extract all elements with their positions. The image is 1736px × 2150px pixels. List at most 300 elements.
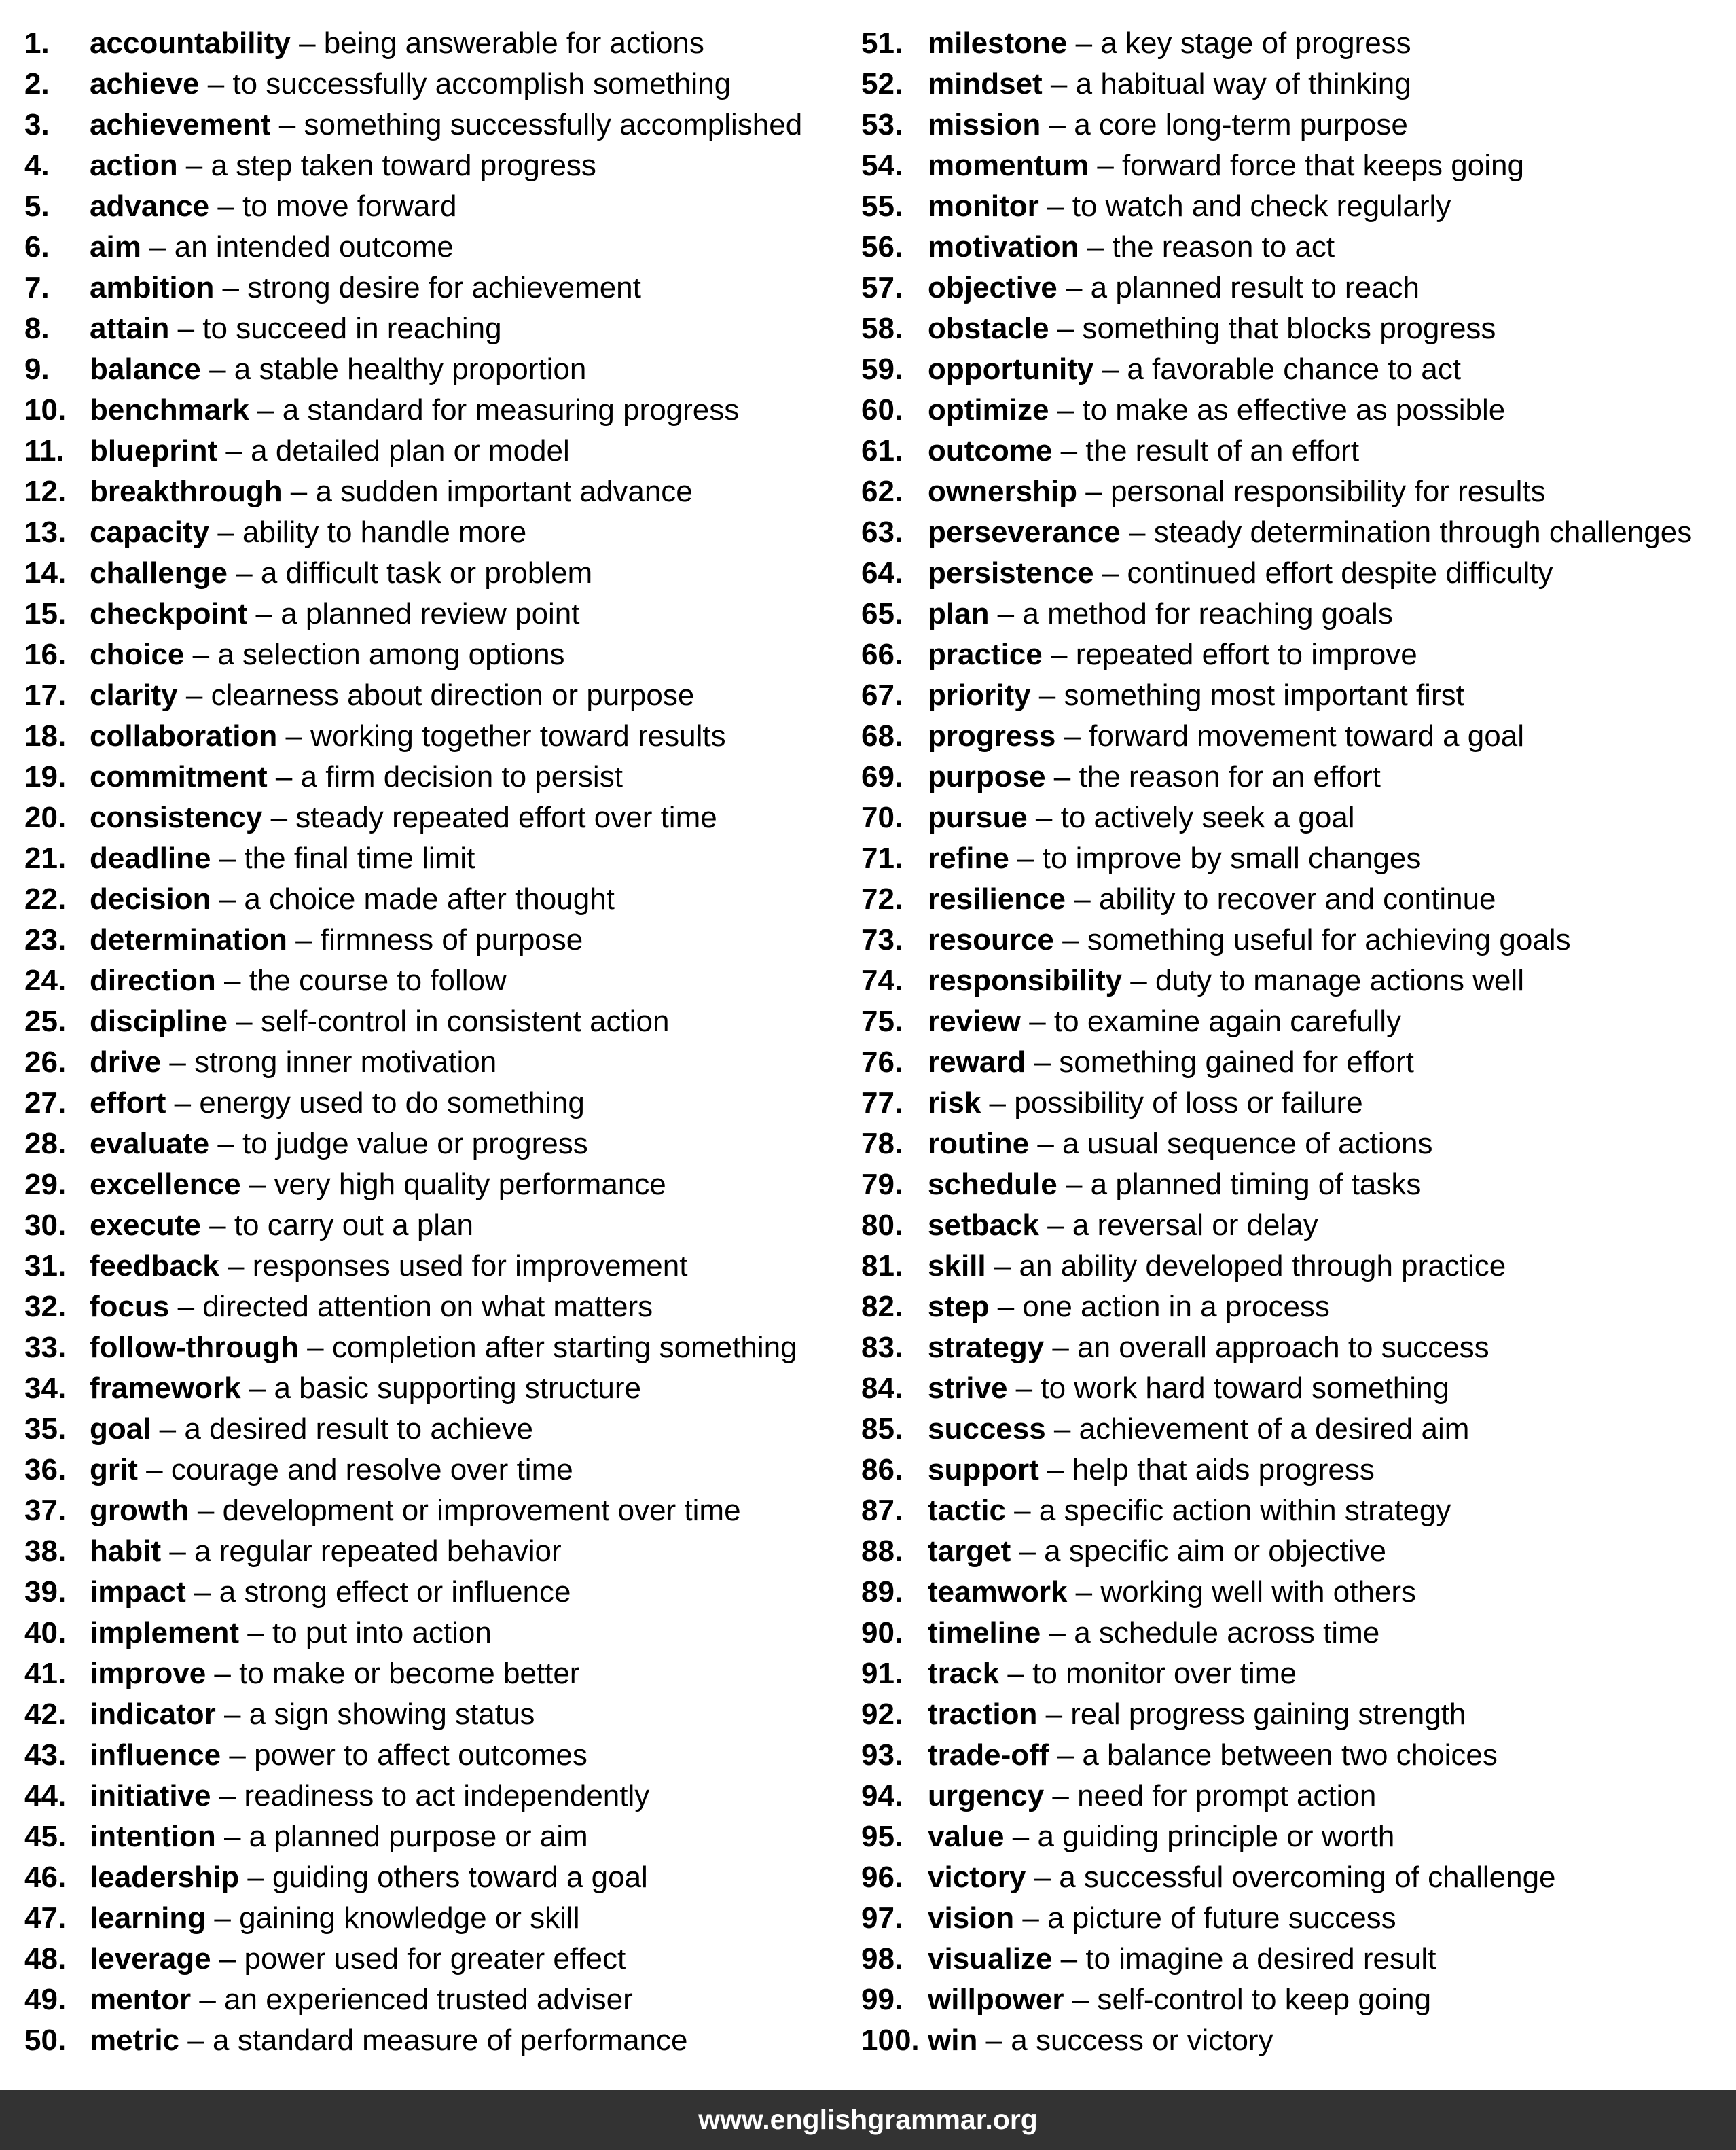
entry-number: 13. [24,516,67,549]
entry-term: checkpoint [90,597,248,630]
vocabulary-entry [24,471,839,512]
entry-term: initiative [90,1779,211,1812]
entry-separator: – [1041,1616,1074,1649]
vocabulary-entry [861,1857,1731,1898]
entry-separator: – [277,719,311,753]
entry-definition: a step taken toward progress [211,149,596,182]
entry-separator: – [1064,1983,1098,2016]
vocabulary-entry [24,64,839,105]
entry-separator: – [249,393,283,427]
entry-number: 85. [861,1412,903,1446]
entry-term: determination [90,923,287,956]
entry-definition: something successfully accomplished [304,108,803,141]
entry-definition: a planned result to reach [1090,271,1419,304]
entry-separator: – [1049,393,1083,427]
entry-definition: to examine again carefully [1053,1005,1402,1038]
vocabulary-entry [24,1164,839,1205]
entry-term: urgency [928,1779,1045,1812]
entry-separator: – [185,1575,219,1609]
entry-term: evaluate [90,1127,210,1160]
entry-number: 89. [861,1575,903,1609]
entry-term: leadership [90,1861,240,1894]
entry-number: 81. [861,1249,903,1283]
vocabulary-entry [24,186,839,227]
entry-definition: to make as effective as possible [1082,393,1506,427]
entry-term: purpose [928,760,1046,793]
entry-separator: – [1049,1738,1083,1772]
vocabulary-entry [861,1287,1731,1327]
vocabulary-entry [861,23,1731,64]
entry-definition: very high quality performance [274,1168,666,1201]
entry-definition: a sudden important advance [315,475,693,508]
vocabulary-entry [861,1490,1731,1531]
entry-separator: – [1044,1779,1078,1812]
entry-term: effort [90,1086,166,1119]
entry-separator: – [1052,434,1086,467]
entry-definition: a favorable chance to act [1127,353,1461,386]
entry-number: 11. [24,434,65,467]
entry-number: 6. [24,230,50,264]
entry-definition: directed attention on what matters [202,1290,653,1323]
entry-number: 36. [24,1453,67,1486]
vocabulary-column-left [24,23,839,2061]
entry-definition: power used for greater effect [244,1942,626,1975]
vocabulary-entry [861,1164,1731,1205]
entry-number: 17. [24,679,67,712]
entry-term: step [928,1290,990,1323]
entry-number: 70. [861,801,903,834]
vocabulary-entry [861,1531,1731,1572]
entry-definition: courage and resolve over time [170,1453,573,1486]
entry-separator: – [1009,842,1043,875]
entry-term: commitment [90,760,268,793]
entry-term: advance [90,190,210,223]
entry-separator: – [989,1290,1023,1323]
entry-definition: repeated effort to improve [1075,638,1417,671]
entry-number: 66. [861,638,903,671]
entry-term: breakthrough [90,475,283,508]
entry-separator: – [161,1045,195,1079]
vocabulary-entry [861,716,1731,757]
entry-term: outcome [928,434,1053,467]
entry-number: 97. [861,1901,903,1935]
entry-definition: a specific action within strategy [1038,1494,1451,1527]
entry-term: metric [90,2024,180,2057]
vocabulary-entry [24,1898,839,1939]
entry-number: 67. [861,679,903,712]
entry-number: 24. [24,964,67,997]
entry-definition: real progress gaining strength [1070,1698,1466,1731]
entry-separator: – [239,1861,273,1894]
entry-definition: a sign showing status [249,1698,535,1731]
entry-definition: a schedule across time [1074,1616,1380,1649]
vocabulary-entry [861,1939,1731,1979]
entry-term: achievement [90,108,271,141]
entry-definition: an ability developed through practice [1019,1249,1506,1283]
entry-separator: – [1057,271,1091,304]
entry-definition: steady determination through challenges [1153,516,1693,549]
entry-separator: – [227,556,261,590]
entry-definition: strong inner motivation [194,1045,497,1079]
entry-separator: – [1041,108,1074,141]
vocabulary-entry [861,675,1731,716]
entry-number: 84. [861,1372,903,1405]
entry-separator: – [1042,67,1076,101]
entry-definition: a usual sequence of actions [1062,1127,1433,1160]
entry-term: traction [928,1698,1038,1731]
entry-number: 55. [861,190,903,223]
entry-definition: to work hard toward something [1041,1372,1449,1405]
vocabulary-entry [24,349,839,390]
vocabulary-entry [861,1246,1731,1287]
vocabulary-entry [24,1124,839,1164]
vocabulary-entry [24,105,839,145]
entry-number: 95. [861,1820,903,1853]
vocabulary-entry [861,471,1731,512]
vocabulary-entry [861,879,1731,920]
entry-number: 34. [24,1372,67,1405]
entry-separator: – [1038,190,1072,223]
vocabulary-entry [24,879,839,920]
entry-term: mentor [90,1983,192,2016]
vocabulary-entry [861,1653,1731,1694]
vocabulary-entry [24,512,839,553]
entry-number: 91. [861,1657,903,1690]
entry-number: 78. [861,1127,903,1160]
entry-separator: – [189,1494,223,1527]
entry-number: 59. [861,353,903,386]
entry-term: challenge [90,556,228,590]
entry-definition: firmness of purpose [320,923,583,956]
entry-number: 42. [24,1698,67,1731]
vocabulary-entry [861,594,1731,634]
entry-term: balance [90,353,201,386]
entry-number: 82. [861,1290,903,1323]
entry-definition: personal responsibility for results [1110,475,1546,508]
entry-number: 71. [861,842,903,875]
entry-definition: a standard for measuring progress [282,393,740,427]
entry-definition: forward movement toward a goal [1089,719,1524,753]
vocabulary-entry [24,1083,839,1124]
vocabulary-entry [861,268,1731,308]
entry-term: obstacle [928,312,1049,345]
entry-term: strive [928,1372,1008,1405]
entry-number: 88. [861,1535,903,1568]
entry-number: 100. [861,2024,920,2057]
entry-separator: – [989,597,1023,630]
entry-definition: a planned timing of tasks [1090,1168,1422,1201]
entry-number: 9. [24,353,50,386]
entry-separator: – [177,149,211,182]
footer-website-link[interactable]: www.englishgrammar.org [698,2104,1038,2135]
entry-number: 74. [861,964,903,997]
entry-definition: need for prompt action [1077,1779,1377,1812]
entry-separator: – [137,1453,171,1486]
entry-term: trade-off [928,1738,1049,1772]
entry-number: 54. [861,149,903,182]
entry-separator: – [227,1005,261,1038]
entry-definition: to put into action [272,1616,492,1649]
entry-separator: – [161,1535,195,1568]
entry-separator: – [211,1779,245,1812]
entry-separator: – [211,1942,245,1975]
vocabulary-entry [24,1450,839,1490]
entry-number: 83. [861,1331,903,1364]
entry-term: direction [90,964,216,997]
entry-separator: – [1079,230,1113,264]
entry-separator: – [247,597,281,630]
entry-definition: to move forward [242,190,457,223]
entry-number: 79. [861,1168,903,1201]
vocabulary-entry [861,186,1731,227]
entry-definition: a difficult task or problem [260,556,593,590]
entry-number: 75. [861,1005,903,1038]
entry-term: tactic [928,1494,1006,1527]
entry-number: 98. [861,1942,903,1975]
vocabulary-entry [24,1735,839,1776]
entry-term: framework [90,1372,241,1405]
entry-term: pursue [928,801,1028,834]
entry-term: win [928,2024,978,2057]
entry-separator: – [1089,149,1123,182]
vocabulary-entry [861,145,1731,186]
entry-term: plan [928,597,990,630]
entry-term: value [928,1820,1005,1853]
vocabulary-entry [861,838,1731,879]
vocabulary-entry [24,1368,839,1409]
vocabulary-entry [861,105,1731,145]
entry-separator: – [1049,312,1083,345]
entry-separator: – [215,964,249,997]
entry-number: 37. [24,1494,67,1527]
vocabulary-entry [24,1287,839,1327]
entry-number: 56. [861,230,903,264]
entry-term: priority [928,679,1031,712]
entry-term: motivation [928,230,1079,264]
entry-separator: – [1042,638,1076,671]
vocabulary-entry [24,1205,839,1246]
entry-separator: – [1038,1208,1072,1242]
entry-number: 28. [24,1127,67,1160]
entry-separator: – [240,1168,274,1201]
entry-term: improve [90,1657,206,1690]
vocabulary-entry [24,1531,839,1572]
entry-number: 48. [24,1942,67,1975]
entry-separator: – [206,1657,240,1690]
entry-definition: readiness to act independently [244,1779,650,1812]
entry-separator: – [977,2024,1011,2057]
entry-separator: – [1055,719,1089,753]
entry-definition: the final time limit [244,842,475,875]
entry-number: 61. [861,434,903,467]
entry-separator: – [1044,1331,1078,1364]
entry-number: 64. [861,556,903,590]
entry-separator: – [240,1372,274,1405]
entry-term: execute [90,1208,201,1242]
entry-term: focus [90,1290,170,1323]
entry-term: excellence [90,1168,241,1201]
entry-definition: to actively seek a goal [1060,801,1355,834]
entry-number: 69. [861,760,903,793]
entry-definition: development or improvement over time [222,1494,741,1527]
entry-term: resilience [928,882,1066,916]
entry-separator: – [1038,1453,1072,1486]
entry-separator: – [1093,556,1127,590]
entry-separator: – [298,1331,332,1364]
entry-term: refine [928,842,1009,875]
entry-term: vision [928,1901,1015,1935]
entry-separator: – [270,108,304,141]
entry-definition: a key stage of progress [1100,26,1411,60]
entry-term: blueprint [90,434,218,467]
vocabulary-entry [24,961,839,1001]
entry-definition: a strong effect or influence [219,1575,571,1609]
entry-term: visualize [928,1942,1053,1975]
vocabulary-entry [861,1001,1731,1042]
entry-definition: the course to follow [249,964,507,997]
entry-term: perseverance [928,516,1121,549]
entry-separator: – [151,1412,185,1446]
entry-number: 35. [24,1412,67,1446]
vocabulary-entry [861,920,1731,961]
vocabulary-entry [24,838,839,879]
entry-separator: – [287,923,321,956]
entry-term: benchmark [90,393,249,427]
entry-separator: – [209,190,243,223]
entry-term: aim [90,230,141,264]
entry-separator: – [211,842,245,875]
entry-definition: a basic supporting structure [274,1372,641,1405]
entry-term: drive [90,1045,162,1079]
entry-definition: an experienced trusted adviser [224,1983,633,2016]
entry-term: victory [928,1861,1026,1894]
entry-definition: something that blocks progress [1082,312,1496,345]
entry-definition: a planned review point [281,597,580,630]
entry-term: follow-through [90,1331,299,1364]
entry-definition: a detailed plan or model [251,434,570,467]
vocabulary-entry [861,1898,1731,1939]
entry-number: 94. [861,1779,903,1812]
entry-definition: clearness about direction or purpose [211,679,695,712]
entry-term: action [90,149,178,182]
vocabulary-entry [861,1613,1731,1653]
entry-term: learning [90,1901,206,1935]
vocabulary-entry [861,227,1731,268]
entry-number: 53. [861,108,903,141]
entry-separator: – [209,516,243,549]
vocabulary-entry [861,1572,1731,1613]
vocabulary-entry [24,227,839,268]
entry-number: 3. [24,108,50,141]
entry-definition: to make or become better [239,1657,580,1690]
vocabulary-entry [861,1409,1731,1450]
entry-separator: – [200,1208,234,1242]
entry-term: optimize [928,393,1049,427]
entry-number: 23. [24,923,67,956]
entry-separator: – [262,801,296,834]
entry-number: 86. [861,1453,903,1486]
vocabulary-entry [24,1572,839,1613]
entry-term: decision [90,882,211,916]
entry-term: target [928,1535,1011,1568]
entry-separator: – [211,882,245,916]
vocabulary-entry [24,757,839,798]
entry-separator: – [282,475,316,508]
entry-definition: working well with others [1100,1575,1416,1609]
vocabulary-entry [24,1042,839,1083]
entry-term: mission [928,108,1041,141]
vocabulary-entry [861,2020,1731,2061]
entry-definition: a choice made after thought [244,882,615,916]
entry-number: 22. [24,882,67,916]
entry-term: capacity [90,516,210,549]
entry-number: 49. [24,1983,67,2016]
entry-term: ownership [928,475,1078,508]
entry-definition: to monitor over time [1032,1657,1297,1690]
entry-separator: – [166,1086,200,1119]
entry-number: 7. [24,271,50,304]
entry-definition: a regular repeated behavior [194,1535,562,1568]
entry-separator: – [217,434,251,467]
entry-number: 77. [861,1086,903,1119]
entry-number: 10. [24,393,67,427]
entry-definition: a guiding principle or worth [1037,1820,1395,1853]
vocabulary-entry [24,1001,839,1042]
entry-definition: a standard measure of performance [213,2024,688,2057]
entry-separator: – [206,1901,240,1935]
entry-term: discipline [90,1005,228,1038]
entry-number: 43. [24,1738,67,1772]
entry-separator: – [209,1127,243,1160]
entry-number: 60. [861,393,903,427]
entry-term: opportunity [928,353,1094,386]
entry-separator: – [1052,1942,1086,1975]
entry-term: leverage [90,1942,211,1975]
entry-definition: an overall approach to success [1077,1331,1489,1364]
entry-definition: to imagine a desired result [1085,1942,1436,1975]
vocabulary-entry [24,675,839,716]
entry-term: momentum [928,149,1089,182]
entry-number: 5. [24,190,50,223]
entry-number: 51. [861,26,903,60]
vocabulary-entry [861,1450,1731,1490]
entry-term: routine [928,1127,1030,1160]
entry-term: milestone [928,26,1068,60]
vocabulary-entry [861,1042,1731,1083]
entry-definition: self-control in consistent action [260,1005,670,1038]
entry-number: 8. [24,312,50,345]
entry-term: resource [928,923,1054,956]
entry-definition: self-control to keep going [1097,1983,1432,2016]
vocabulary-entry [861,1083,1731,1124]
entry-number: 25. [24,1005,67,1038]
entry-definition: help that aids progress [1072,1453,1375,1486]
entry-definition: a firm decision to persist [300,760,623,793]
vocabulary-entry [861,553,1731,594]
entry-number: 41. [24,1657,67,1690]
entry-number: 46. [24,1861,67,1894]
vocabulary-entry [24,268,839,308]
entry-separator: – [1066,882,1099,916]
vocabulary-entry [24,1694,839,1735]
entry-term: strategy [928,1331,1045,1364]
vocabulary-entry [24,553,839,594]
entry-definition: duty to manage actions well [1155,964,1524,997]
entry-definition: to improve by small changes [1042,842,1422,875]
entry-term: teamwork [928,1575,1068,1609]
vocabulary-entry [861,1694,1731,1735]
entry-separator: – [1077,475,1110,508]
